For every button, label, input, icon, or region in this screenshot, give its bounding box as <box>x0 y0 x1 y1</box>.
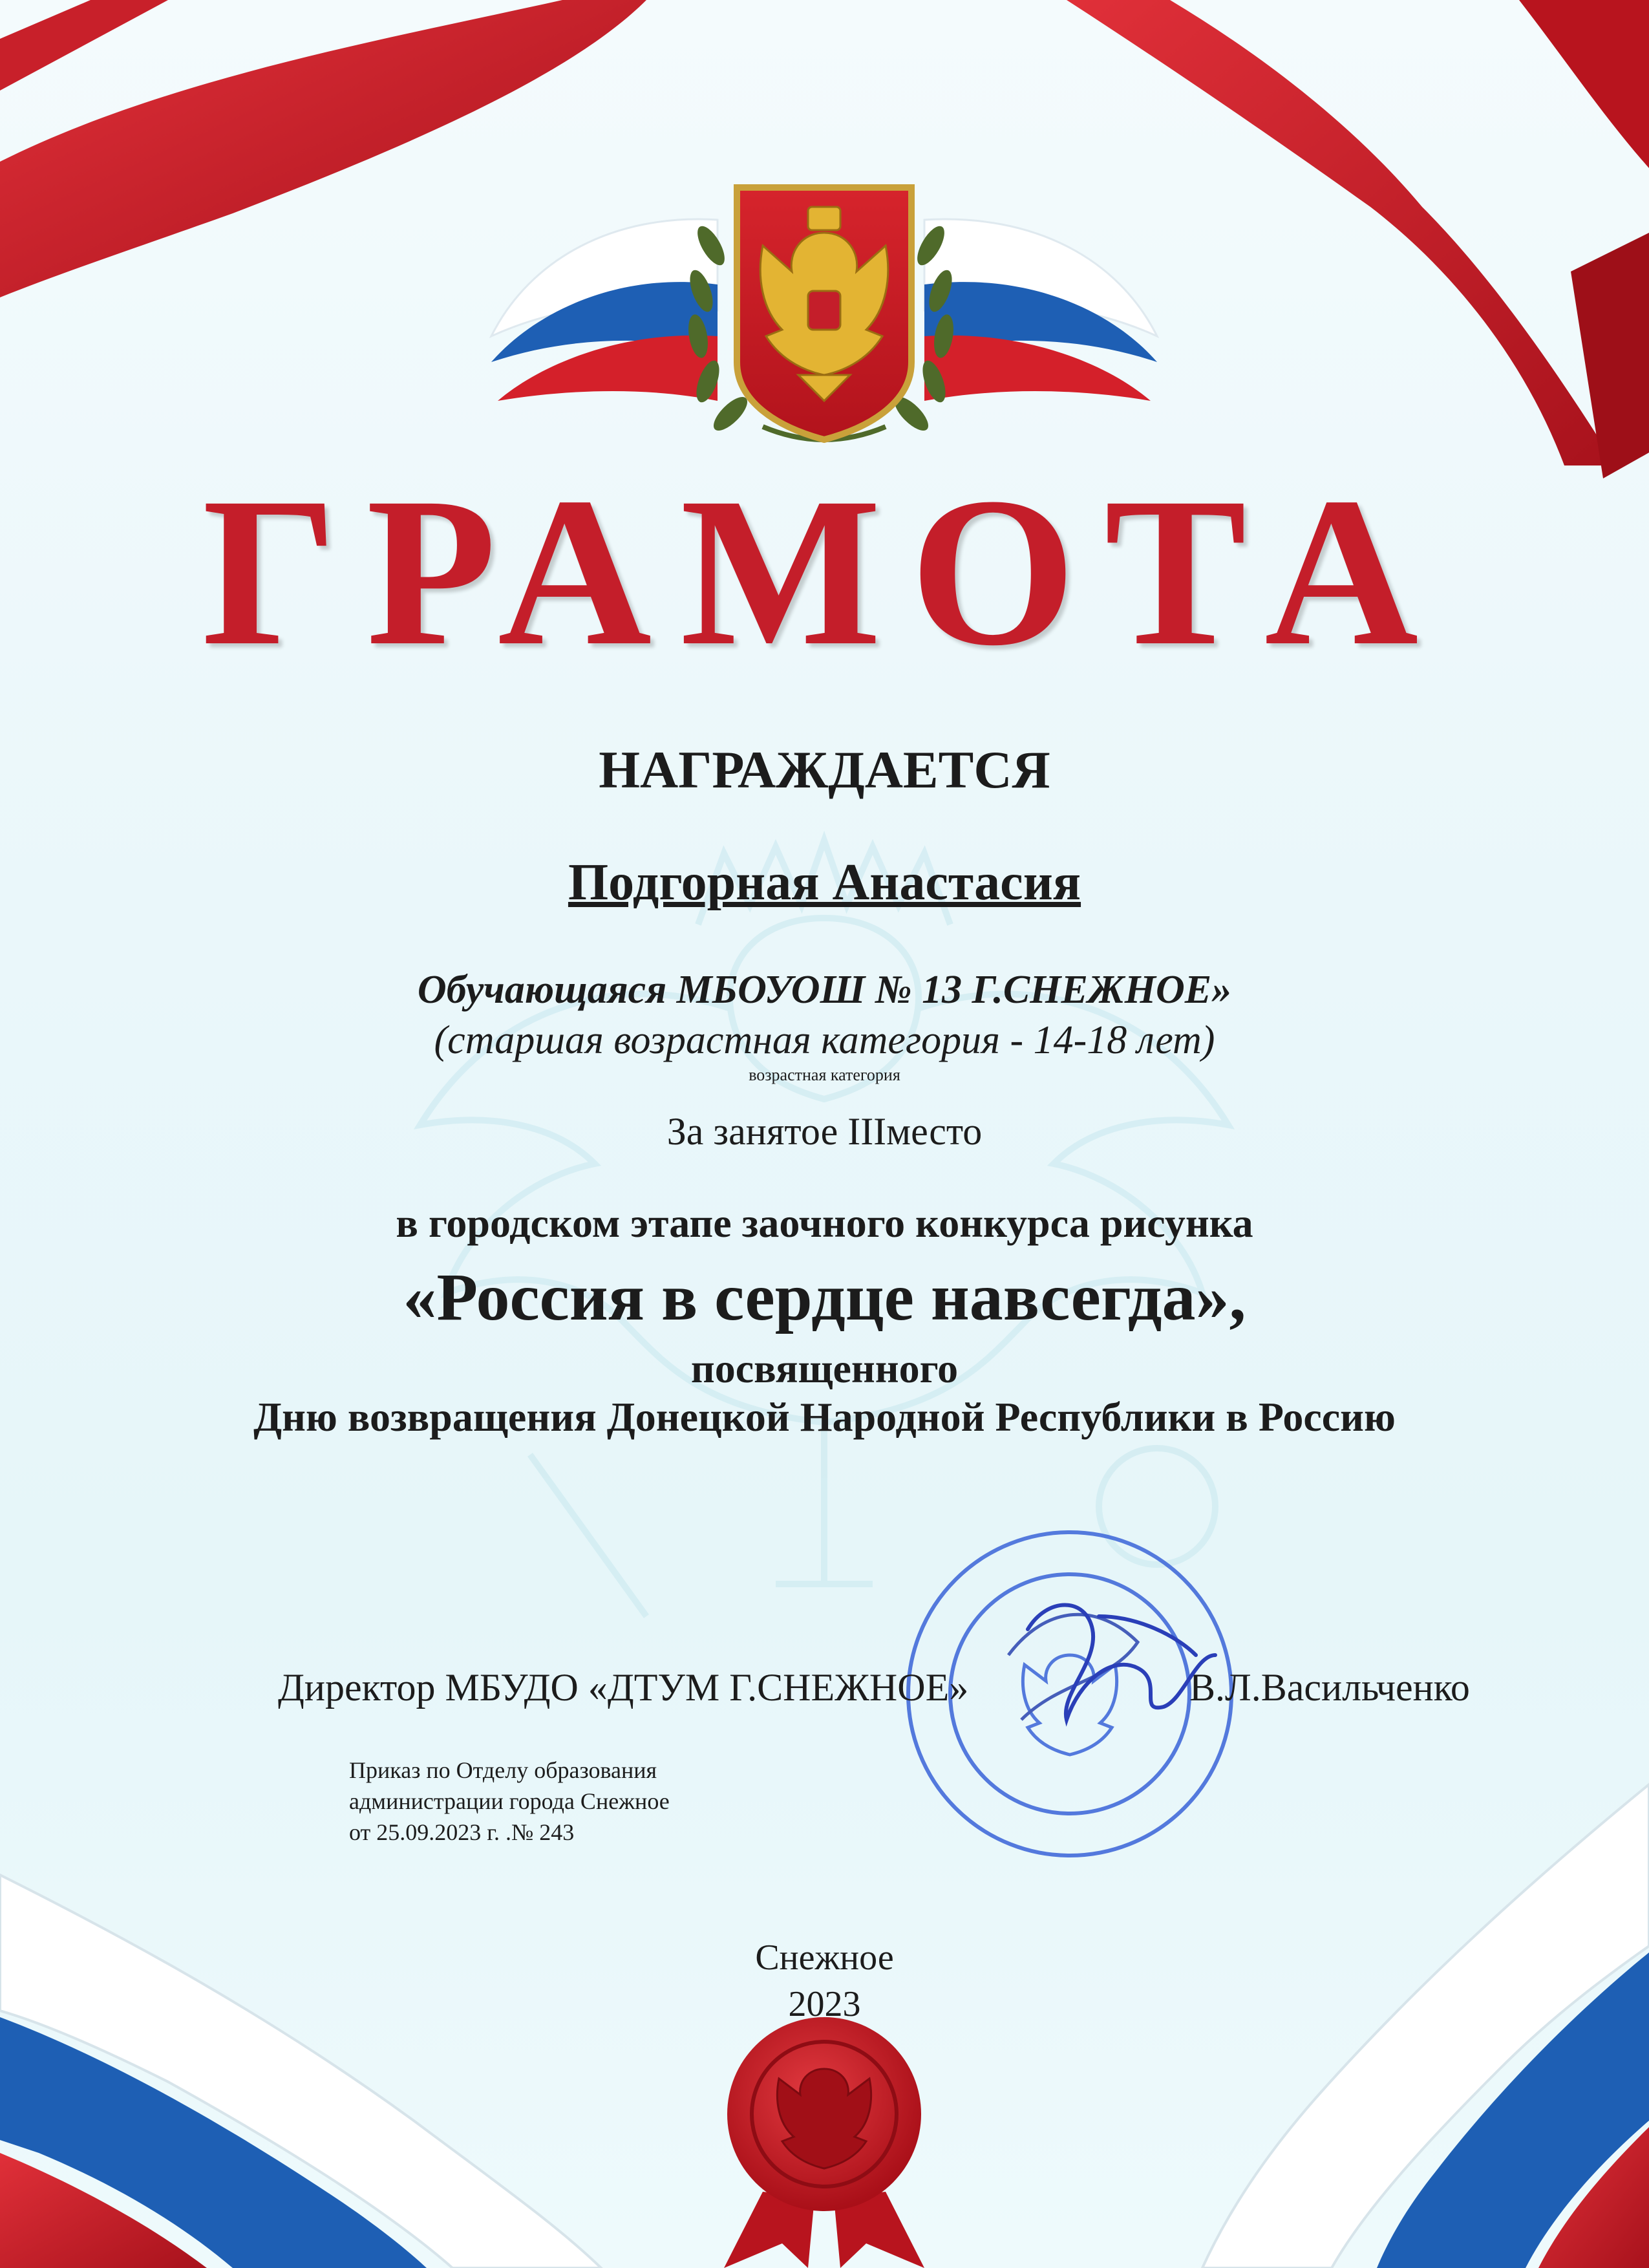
footer-year: 2023 <box>788 1984 861 2024</box>
certificate-title: ГРАМОТА <box>202 454 1447 690</box>
dedicated-label: посвященного <box>690 1345 959 1391</box>
footer-city: Снежное <box>755 1938 894 1978</box>
wax-seal-icon <box>724 2017 924 2268</box>
ribbon-top-right <box>1067 0 1649 478</box>
order-line-1: Приказ по Отделу образования <box>349 1757 657 1783</box>
recipient-name: Подгорная Анастасия <box>568 854 1081 911</box>
ribbon-bottom-left <box>0 1875 601 2268</box>
awarded-label: НАГРАЖДАЕТСЯ <box>599 740 1050 799</box>
ribbon-bottom-right <box>1202 1784 1649 2268</box>
category-caption: возрастная категория <box>749 1065 900 1084</box>
order-line-3: от 25.09.2023 г. .№ 243 <box>349 1819 575 1845</box>
contest-stage-line: в городском этапе заочного конкурса рисунка <box>396 1200 1253 1246</box>
director-name: В.Л.Васильченко <box>1189 1666 1470 1709</box>
coat-of-arms-icon <box>737 187 911 440</box>
student-line: Обучающаяся МБОУОШ № 13 Г.СНЕЖНОЕ» <box>417 968 1232 1012</box>
place-line: За занятое IIIместо <box>666 1110 983 1153</box>
director-title: Директор МБУДО «ДТУМ Г.СНЕЖНОЕ» <box>278 1666 969 1709</box>
order-line-2: администрации города Снежное <box>349 1788 670 1814</box>
dedication-line: Дню возвращения Донецкой Народной Республики в Россию <box>253 1394 1396 1440</box>
contest-title: «Россия в сердце навсегда», <box>403 1260 1246 1334</box>
ribbon-top-left <box>0 0 646 297</box>
category-line: (старшая возрастная категория - 14-18 лет) <box>434 1018 1215 1062</box>
